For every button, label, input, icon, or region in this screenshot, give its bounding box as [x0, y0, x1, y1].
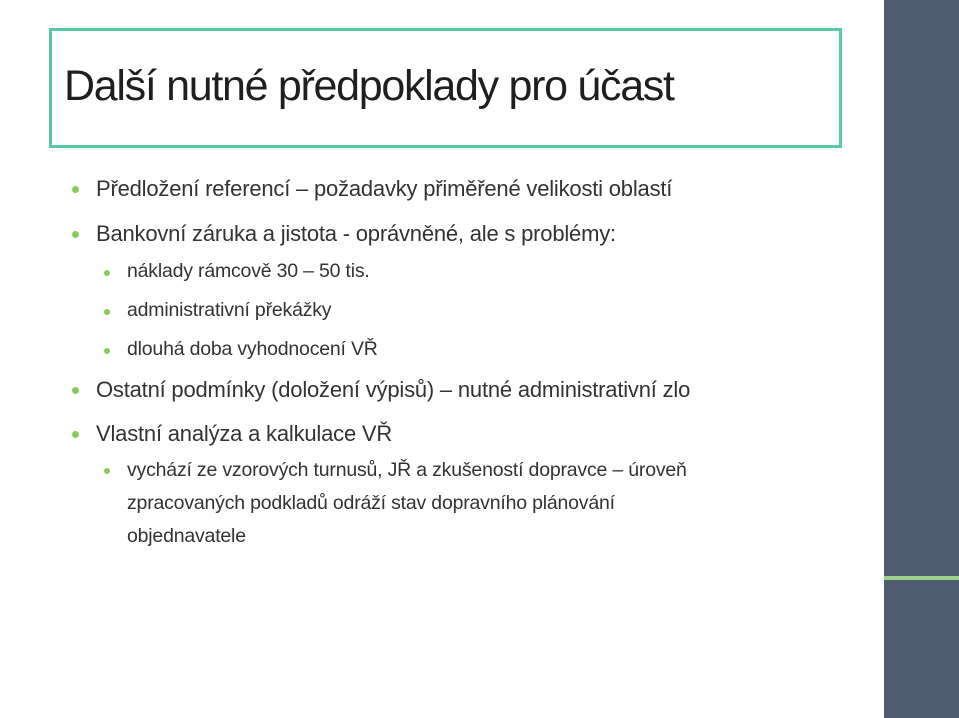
bullet-dot [72, 431, 79, 438]
bullet-subitem: náklady rámcově 30 – 50 tis. [127, 260, 370, 282]
bullet-item: Vlastní analýza a kalkulace VŘ [96, 421, 393, 446]
bullet-item: Bankovní záruka a jistota - oprávněné, ale s problémy: [96, 221, 616, 246]
bullet-subitem-multiline [127, 454, 687, 553]
side-band [884, 0, 959, 718]
bullet-subitem-line: objednavatele [127, 525, 246, 547]
bullet-dot [72, 231, 79, 238]
bullet-dot [104, 309, 110, 315]
slide-title: Další nutné předpoklady pro účast [64, 62, 674, 110]
bullet-dot [104, 348, 110, 354]
side-accent-line [884, 576, 959, 580]
bullet-item: Předložení referencí – požadavky přiměřené velikosti oblastí [96, 176, 673, 201]
bullet-item: Ostatní podmínky (doložení výpisů) – nutné administrativní zlo [96, 377, 691, 402]
bullet-dot [104, 468, 110, 474]
bullet-dot [104, 270, 110, 276]
bullet-subitem: administrativní překážky [127, 299, 332, 321]
bullet-subitem-line: zpracovaných podkladů odráží stav dopravního plánování [127, 492, 615, 514]
bullet-subitem: dlouhá doba vyhodnocení VŘ [127, 338, 378, 360]
bullet-dot [72, 186, 79, 193]
bullet-subitem-line: vychází ze vzorových turnusů, JŘ a zkušeností dopravce – úroveň [127, 459, 687, 481]
bullet-dot [72, 387, 79, 394]
